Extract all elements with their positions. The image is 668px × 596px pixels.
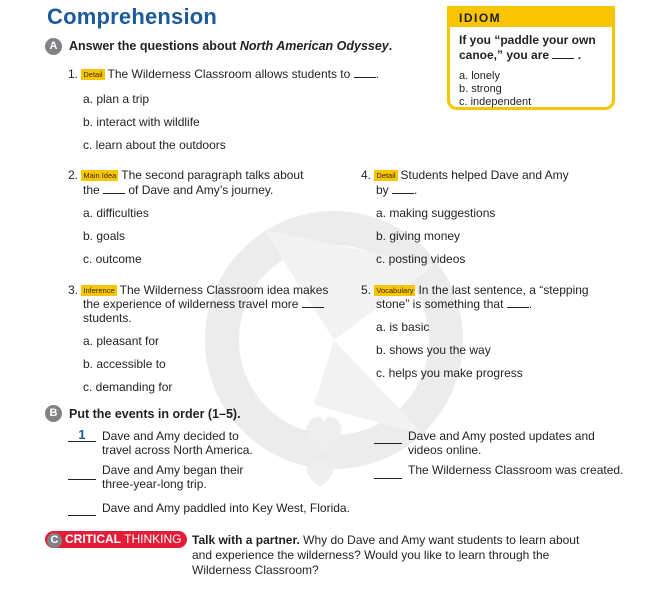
idiom-box <box>447 6 615 110</box>
question-type-tag: Detail <box>83 70 103 79</box>
event-item <box>68 464 96 480</box>
event-item <box>374 463 402 479</box>
section-a-marker: A <box>45 38 62 55</box>
q5-option-a[interactable]: a. is basic <box>376 320 430 334</box>
page-title: Comprehension <box>47 4 218 29</box>
question-3-line3: students. <box>83 311 132 325</box>
event-text: Dave and Amy decided to <box>102 429 239 443</box>
q4-option-c[interactable]: c. posting videos <box>376 252 466 266</box>
q1-option-b[interactable]: b. interact with wildlife <box>83 115 200 129</box>
event-text: Dave and Amy began their <box>102 463 244 477</box>
event-text: travel across North America. <box>102 443 253 457</box>
question-2-line2: the of Dave and Amy’s journey. <box>83 183 274 197</box>
section-c-line3: Wilderness Classroom? <box>192 563 319 577</box>
order-answer-field[interactable] <box>374 463 402 479</box>
question-4-line2: by . <box>376 183 418 197</box>
q1-option-c[interactable]: c. learn about the outdoors <box>83 138 226 152</box>
section-b-marker: B <box>45 405 62 422</box>
event-text: Dave and Amy posted updates and <box>408 429 595 443</box>
question-type-tag: Inference <box>83 286 115 295</box>
question-type-tag: Detail <box>376 171 396 180</box>
q3-option-b[interactable]: b. accessible to <box>83 357 166 371</box>
event-text: videos online. <box>408 443 482 457</box>
q5-option-c[interactable]: c. helps you make progress <box>376 366 523 380</box>
question-2: 2. Main Idea The second paragraph talks about <box>68 168 304 182</box>
section-c-prompt: Talk with a partner. Why do Dave and Amy want students to learn about <box>192 533 580 547</box>
order-answer-field[interactable] <box>68 464 96 480</box>
event-text: The Wilderness Classroom was created. <box>408 463 624 477</box>
question-type-tag: Main Idea <box>83 171 117 180</box>
question-3-line2: the experience of wilderness travel more <box>83 297 324 312</box>
idiom-option-a: a. lonely <box>459 70 500 82</box>
q2-option-b[interactable]: b. goals <box>83 229 126 243</box>
q1-option-a[interactable]: a. plan a trip <box>83 92 150 106</box>
q4-option-b[interactable]: b. giving money <box>376 229 461 243</box>
event-item <box>374 428 402 444</box>
q3-option-a[interactable]: a. pleasant for <box>83 334 160 348</box>
section-c-marker: C <box>47 533 62 548</box>
event-text: three-year-long trip. <box>102 477 207 491</box>
critical-thinking-badge: C CRITICAL THINKING <box>45 531 187 548</box>
section-c-line2: and experience the wilderness? Would you like to learn through the <box>192 548 550 562</box>
idiom-question: If you “paddle your own canoe,” you are . <box>459 33 596 62</box>
event-text: Dave and Amy paddled into Key West, Florida. <box>102 501 350 515</box>
idiom-option-c: c. independent <box>459 96 532 108</box>
question-5-line2: stone” is something that . <box>376 297 533 311</box>
order-answer-field[interactable] <box>374 428 402 444</box>
question-3: 3. Inference The Wilderness Classroom idea makes <box>68 283 329 297</box>
q2-option-a[interactable]: a. difficulties <box>83 206 149 220</box>
question-4: 4. Detail Students helped Dave and Amy <box>361 168 569 182</box>
section-a-instruction: Answer the questions about North American Odyssey. <box>69 39 393 53</box>
order-answer-field[interactable]: 1 <box>68 429 96 442</box>
question-5: 5. Vocabulary In the last sentence, a “stepping <box>361 283 589 297</box>
idiom-header: IDIOM <box>450 9 612 27</box>
event-item <box>68 500 96 516</box>
order-answer-field[interactable] <box>68 500 96 516</box>
q2-option-c[interactable]: c. outcome <box>83 252 142 266</box>
q4-option-a[interactable]: a. making suggestions <box>376 206 496 220</box>
question-1: 1. Detail The Wilderness Classroom allows students to . <box>68 67 379 81</box>
question-type-tag: Vocabulary <box>376 286 414 295</box>
section-b-instruction: Put the events in order (1–5). <box>69 407 241 421</box>
event-item <box>68 428 96 443</box>
idiom-option-b: b. strong <box>459 83 502 95</box>
q5-option-b[interactable]: b. shows you the way <box>376 343 491 357</box>
q3-option-c[interactable]: c. demanding for <box>83 380 173 394</box>
